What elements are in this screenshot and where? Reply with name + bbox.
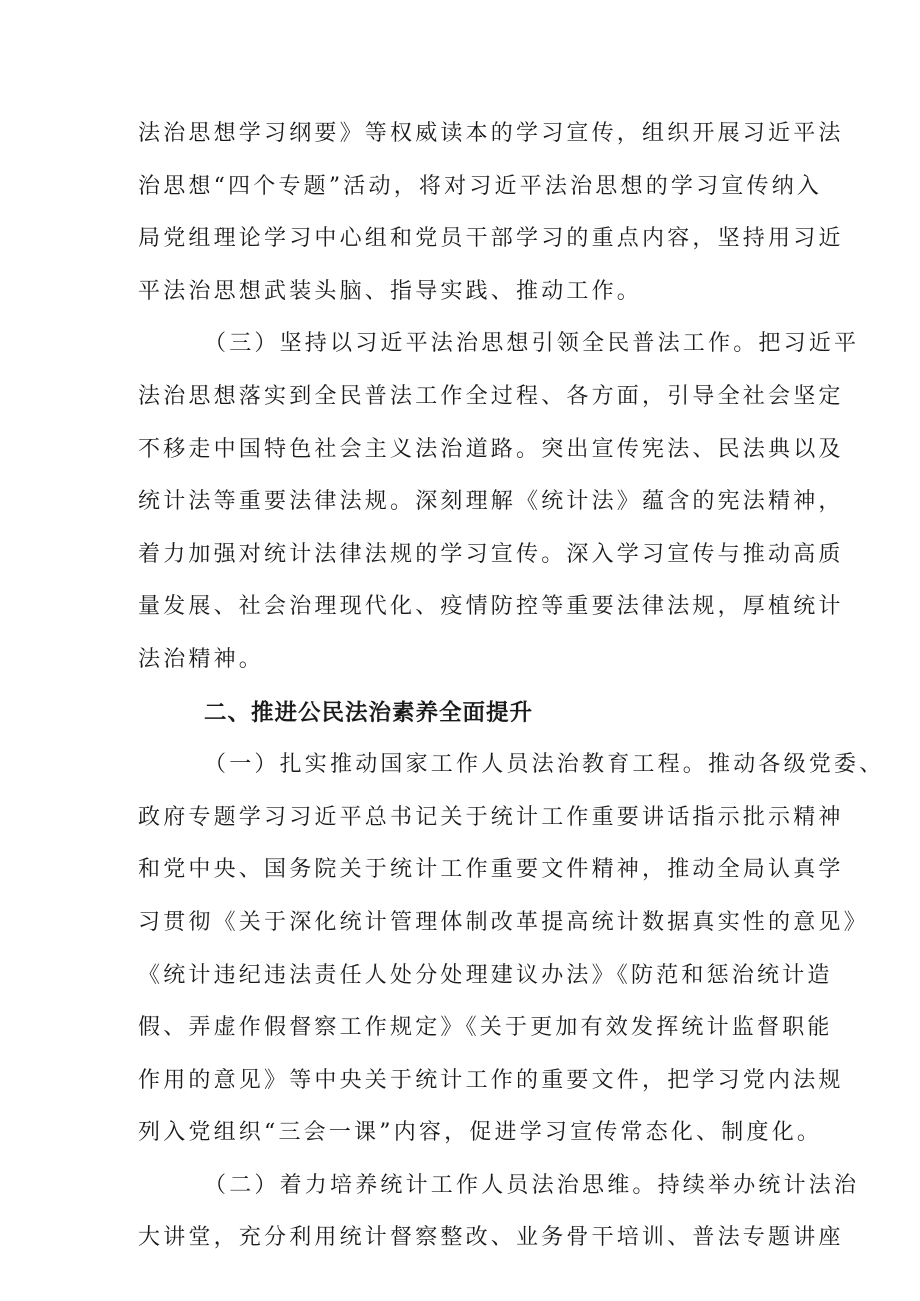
text-line: 法治思想学习纲要》等权威读本的学习宣传，组织开展习近平法 <box>138 121 844 146</box>
text-line: 量发展、社会治理现代化、疫情防控等重要法律法规，厚植统计 <box>138 594 844 620</box>
text-line: 法治精神。 <box>138 646 265 672</box>
document-body <box>138 108 885 1265</box>
text-line: 治思想“四个专题”活动，将对习近平法治思想的学习宣传纳入 <box>138 173 823 199</box>
paragraph-first-line: （三）坚持以习近平法治思想引领全民普法工作。把习近平 <box>204 331 860 357</box>
text-line: 统计法等重要法律法规。深刻理解《统计法》蕴含的宪法精神， <box>138 489 844 515</box>
text-line: 《统计违纪违法责任人处分处理建议办法》《防范和惩治统计造 <box>138 962 833 988</box>
text-line: 平法治思想武装头脑、指导实践、推动工作。 <box>138 278 643 304</box>
text-line: 政府专题学习习近平总书记关于统计工作重要讲话指示批示精神 <box>138 804 844 830</box>
text-line: 不移走中国特色社会主义法治道路。突出宣传宪法、民法典以及 <box>138 436 844 462</box>
text-line: 和党中央、国务院关于统计工作重要文件精神，推动全局认真学 <box>138 857 844 883</box>
text-line: 列入党组织“三会一课”内容，促进学习宣传常态化、制度化。 <box>138 1120 823 1146</box>
paragraph-first-line: （一）扎实推动国家工作人员法治教育工程。推动各级党委、 <box>204 752 885 778</box>
text-line: 假、弄虚作假督察工作规定》《关于更加有效发挥统计监督职能 <box>138 1015 833 1041</box>
section-heading: 二、推进公民法治素养全面提升 <box>204 699 534 726</box>
paragraph-first-line: （二）着力培养统计工作人员法治思维。持续举办统计法治 <box>204 1172 860 1198</box>
text-line: 着力加强对统计法律法规的学习宣传。深入学习宣传与推动高质 <box>138 541 844 567</box>
text-line: 法治思想落实到全民普法工作全过程、各方面，引导全社会坚定 <box>138 383 844 409</box>
text-line: 局党组理论学习中心组和党员干部学习的重点内容，坚持用习近 <box>138 226 844 252</box>
text-line: 作用的意见》等中央关于统计工作的重要文件，把学习党内法规 <box>138 1067 844 1093</box>
text-line: 大讲堂，充分利用统计督察整改、业务骨干培训、普法专题讲座 <box>138 1225 844 1251</box>
text-line: 习贯彻《关于深化统计管理体制改革提高统计数据真实性的意见》 <box>138 909 869 935</box>
